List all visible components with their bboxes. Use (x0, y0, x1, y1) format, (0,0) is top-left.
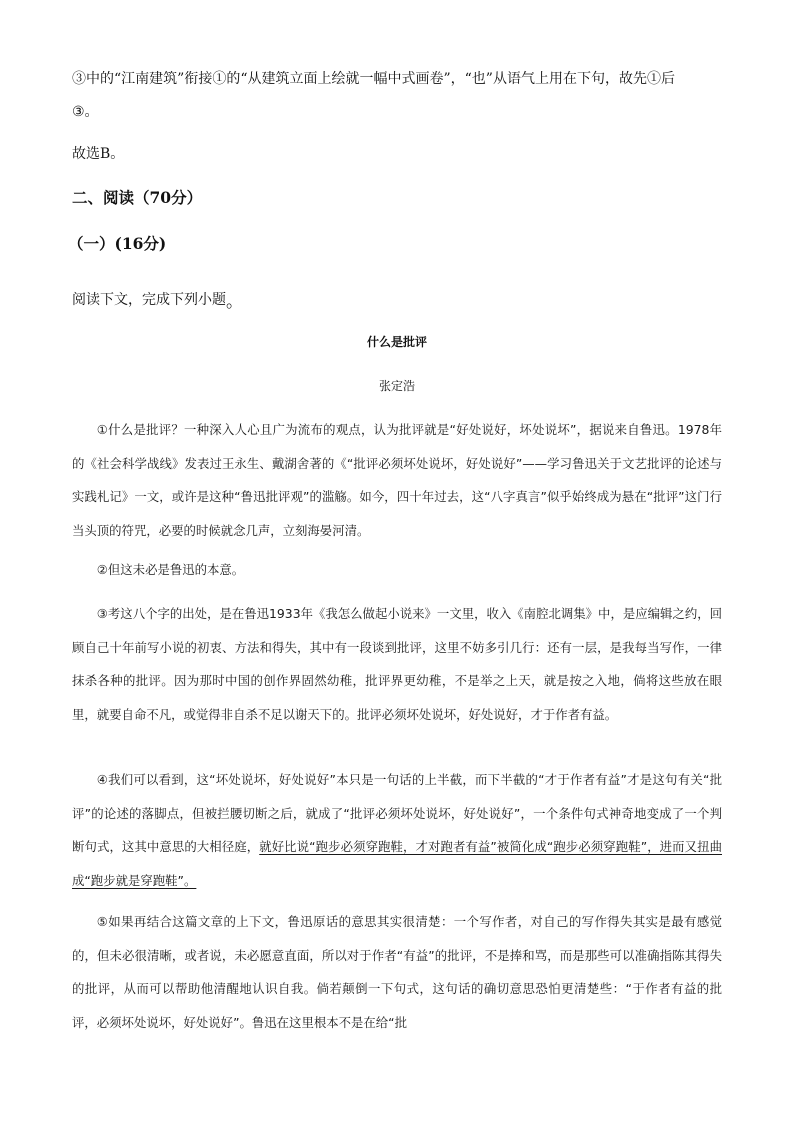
paragraph-1: ①什么是批评？一种深入人心且广为流布的观点，认为批评就是“好处说好，坏处说坏”，据说来自鲁迅。1978年的《社会科学战线》发表过王永生、戴湖舍著的《“批评必须坏处说坏，好处说好”——学习鲁迅关于文艺批评的论述与实践札记》一文，或许是这种“鲁迅批评观”的滥觞。如今，四十年过去，这“八字真言”似乎始终成为悬在“批评”这门行当头顶的符咒，必要的时候就念几声，立刻海晏河清。 (72, 422, 722, 538)
article-author: 张定浩 (378, 379, 415, 393)
paragraph-4-text: ④我们可以看到，这“坏处说坏，好处说好”本只是一句话的上半截，而下半截的“才于作者有益”才是这句有关“批评”的论述的落脚点，但被拦腰切断之后，就成了“批评必须坏处说坏，好处说好”，一个条件句式神奇地变成了一个判断句式，这其中意思的大相径庭， (72, 772, 722, 854)
paragraph-4 (72, 763, 722, 897)
paragraph-5: ⑤如果再结合这篇文章的上下文，鲁迅原话的意思其实很清楚：一个写作者，对自己的写作得失其实是最有感觉的，但未必很清晰，或者说，未必愿意直面，所以对于作者“有益”的批评，不是捧和骂，而是那些可以准确指陈其得失的批评，从而可以帮助他清醒地认识自我。倘若颠倒一下句式，这句话的确切意思恐怕更清楚些：“于作者有益的批评，必须坏处说坏，好处说好”。鲁迅在这里根本不是在给“批 (72, 914, 722, 1030)
article-title: 什么是批评 (366, 335, 427, 349)
instruction-line (72, 284, 722, 312)
paragraph-3: ③考这八个字的出处，是在鲁迅1933年《我怎么做起小说来》一文里，收入《南腔北调集》中，是应编辑之约，回顾自己十年前写小说的初衷、方法和得失，其中有一段谈到批评，这里不妨多引几行：还有一层，是我每当写作，一律抹杀各种的批评。因为那时中国的创作界固然幼稚，批评界更幼稚，不是举之上天，就是按之入地，倘将这些放在眼里，就要自命不凡，或觉得非自杀不足以谢天下的。批评必须坏处说坏，好处说好，才于作者有益。 (72, 606, 722, 722)
subsection-heading: （一）(16分) (68, 234, 167, 253)
paragraph-4-underlined: 就好比说“跑步必须穿跑鞋，才对跑者有益”被简化成“跑步必须穿跑鞋”，进而又扭曲成“跑步就是穿跑鞋”。 (72, 839, 722, 888)
instruction-mark: 。 (226, 292, 243, 312)
answer-line: 故选B。 (72, 146, 125, 162)
paragraph-2: ②但这未必是鲁迅的本意。 (96, 562, 245, 577)
instruction-text: 阅读下文，完成下列小题 (72, 292, 226, 308)
answer-explanation-line-1: ③中的“江南建筑”衔接①的“从建筑立面上绘就一幅中式画卷”，“也”从语气上用在下句，故先①后 (72, 71, 675, 87)
answer-explanation-line-2: ③。 (72, 104, 99, 120)
section-heading: 二、阅读（70分） (72, 188, 203, 207)
